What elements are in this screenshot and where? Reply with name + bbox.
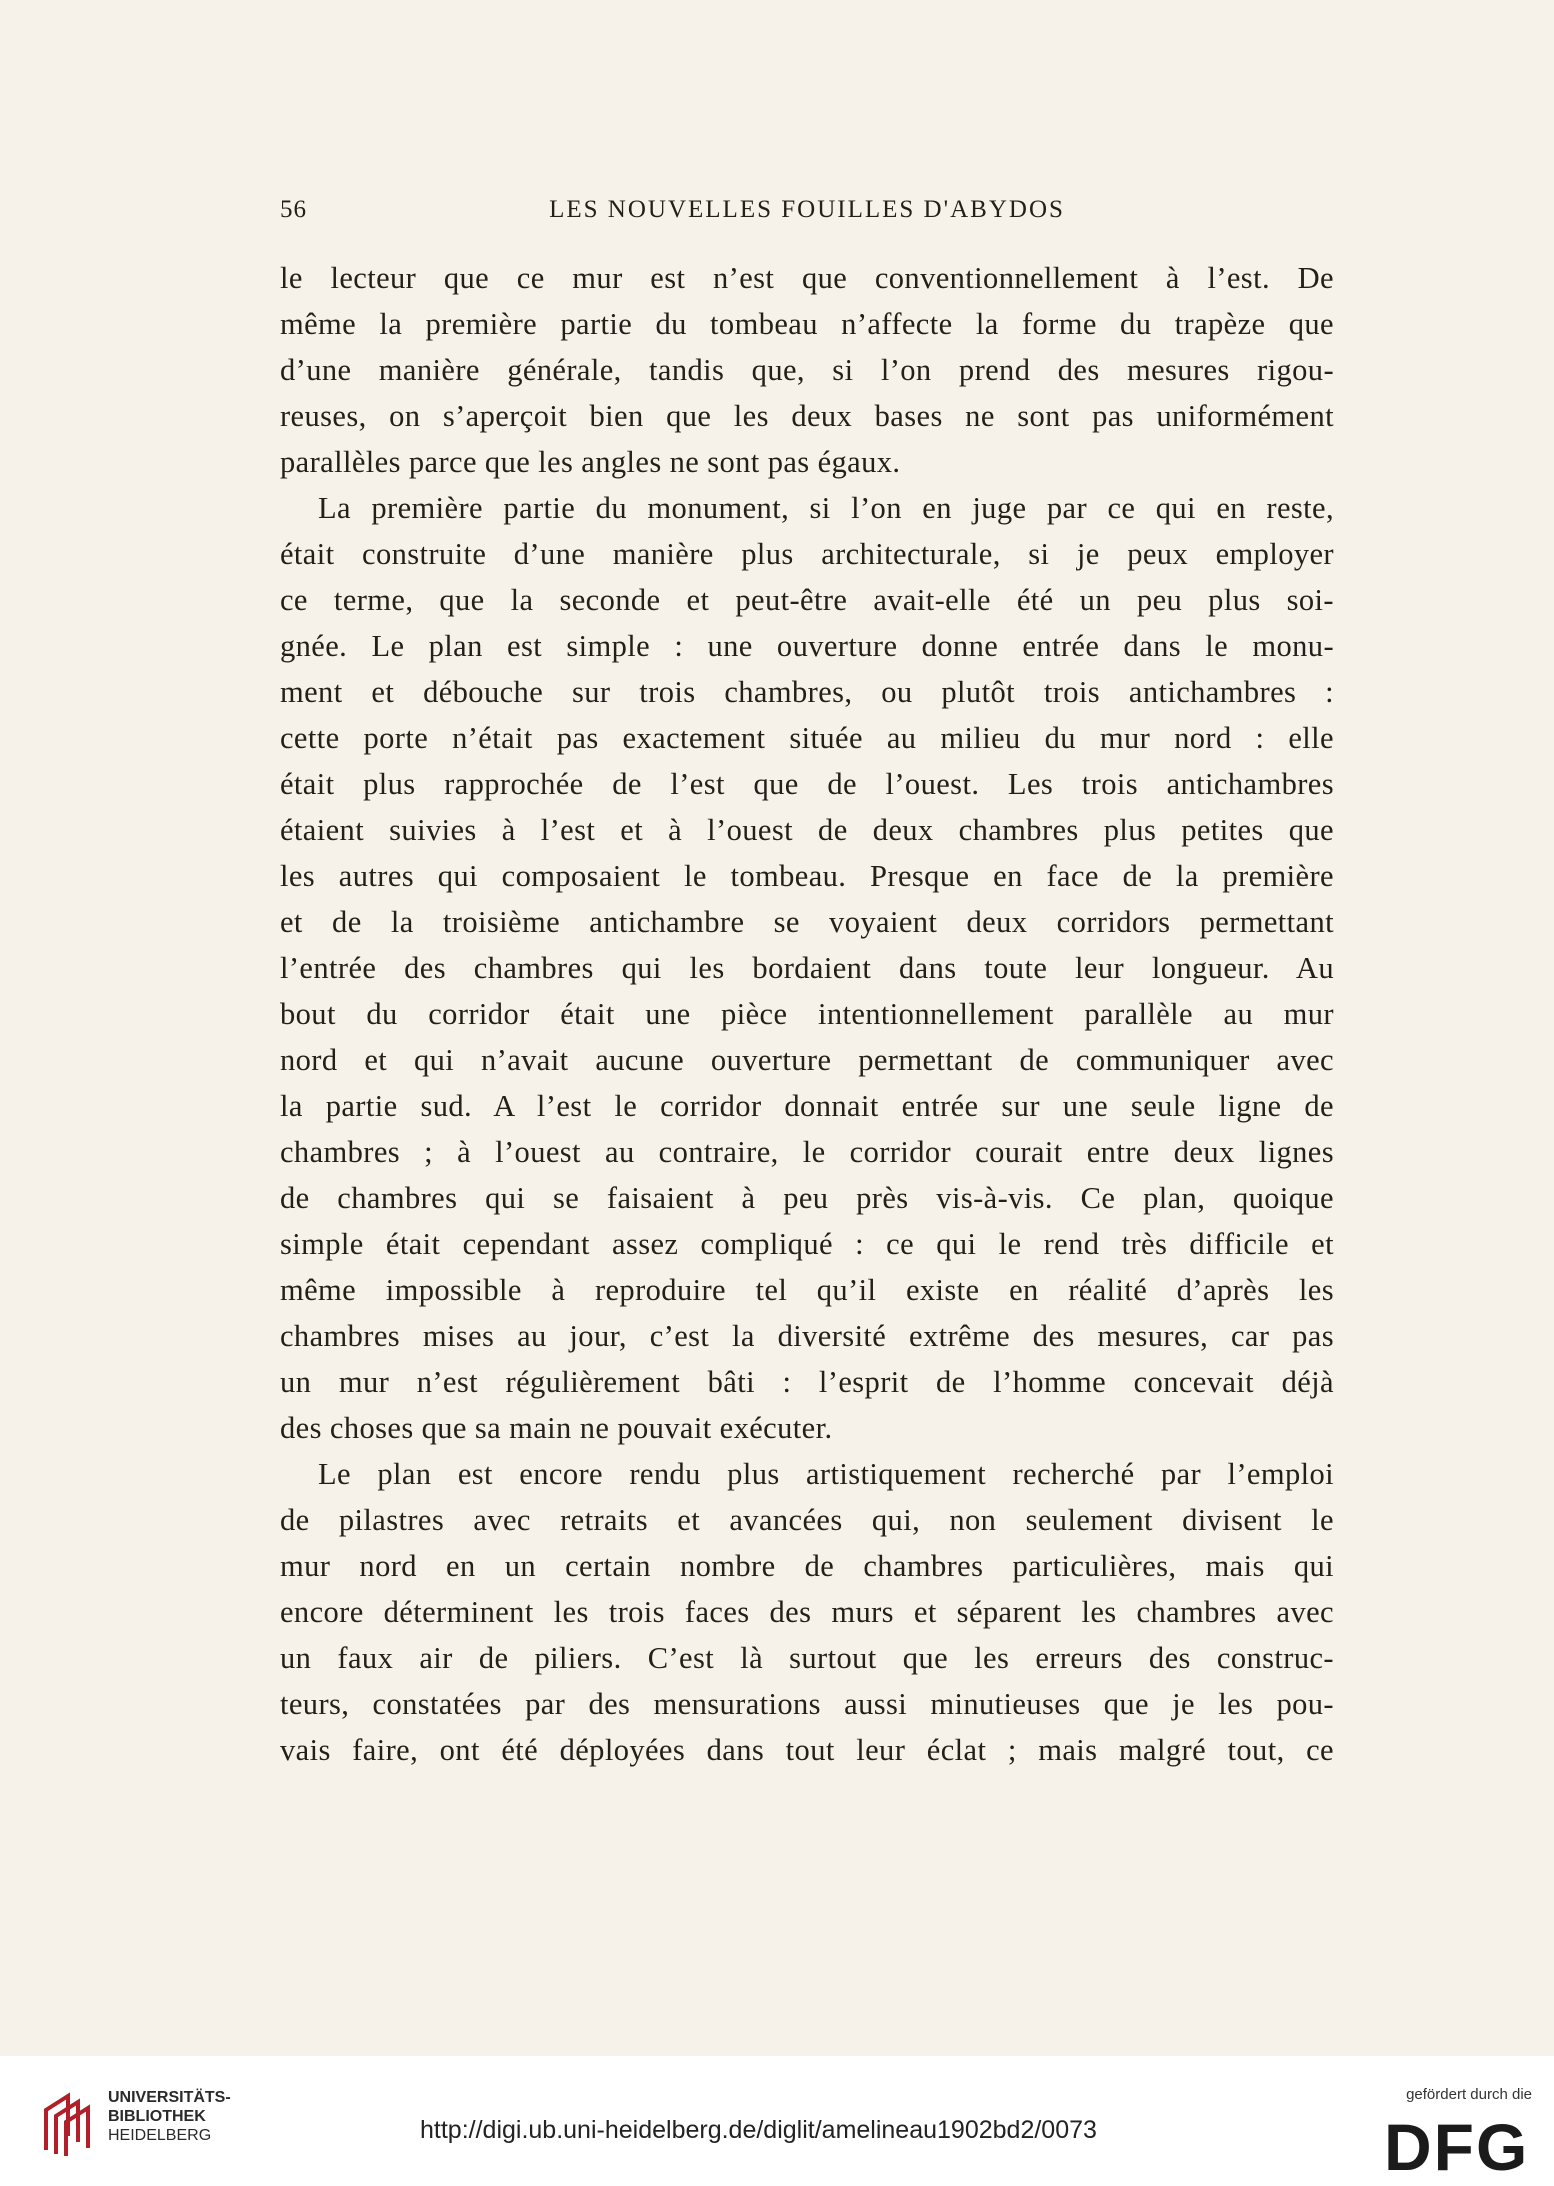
text-line: ment et débouche sur trois chambres, ou plutôt trois antichambres : <box>280 675 1334 709</box>
text-line: parallèles parce que les angles ne sont pas égaux. <box>280 445 901 479</box>
text-line: de chambres qui se faisaient à peu près vis-à-vis. Ce plan, quoique <box>280 1181 1334 1215</box>
text-line: chambres ; à l’ouest au contraire, le corridor courait entre deux lignes <box>280 1135 1334 1169</box>
text-line: un faux air de piliers. C’est là surtout que les erreurs des construc- <box>280 1641 1334 1675</box>
svg-text:DFG: DFG <box>1384 2114 1530 2176</box>
text-line: teurs, constatées par des mensurations aussi minutieuses que je les pou- <box>280 1687 1334 1721</box>
body-text <box>280 255 1334 1773</box>
funding-caption: gefördert durch die <box>1406 2086 1532 2103</box>
text-line: La première partie du monument, si l’on en juge par ce qui en reste, <box>318 491 1334 525</box>
text-line: encore déterminent les trois faces des murs et séparent les chambres avec <box>280 1595 1334 1629</box>
text-line: la partie sud. A l’est le corridor donnait entrée sur une seule ligne de <box>280 1089 1334 1123</box>
text-line: un mur n’est régulièrement bâti : l’esprit de l’homme concevait déjà <box>280 1365 1334 1399</box>
text-line: cette porte n’était pas exactement située au milieu du mur nord : elle <box>280 721 1334 755</box>
text-line: reuses, on s’aperçoit bien que les deux bases ne sont pas uniformément <box>280 399 1334 433</box>
page-number: 56 <box>280 196 307 223</box>
text-line: les autres qui composaient le tombeau. Presque en face de la première <box>280 859 1334 893</box>
text-line: le lecteur que ce mur est n’est que conventionnellement à l’est. De <box>280 261 1334 295</box>
text-line: bout du corridor était une pièce intentionnellement parallèle au mur <box>280 997 1334 1031</box>
text-line: chambres mises au jour, c’est la diversité extrême des mesures, car pas <box>280 1319 1334 1353</box>
text-line: nord et qui n’avait aucune ouverture permettant de communiquer avec <box>280 1043 1334 1077</box>
text-line: même impossible à reproduire tel qu’il existe en réalité d’après les <box>280 1273 1334 1307</box>
text-line: même la première partie du tombeau n’affecte la forme du trapèze que <box>280 307 1334 341</box>
text-line: et de la troisième antichambre se voyaient deux corridors permettant <box>280 905 1334 939</box>
text-line: l’entrée des chambres qui les bordaient dans toute leur longueur. Au <box>280 951 1334 985</box>
text-line: simple était cependant assez compliqué : ce qui le rend très difficile et <box>280 1227 1334 1261</box>
text-line: étaient suivies à l’est et à l’ouest de deux chambres plus petites que <box>280 813 1334 847</box>
text-line: était construite d’une manière plus architecturale, si je peux employer <box>280 537 1334 571</box>
text-line: mur nord en un certain nombre de chambres particulières, mais qui <box>280 1549 1334 1583</box>
text-line: Le plan est encore rendu plus artistiquement recherché par l’emploi <box>318 1457 1334 1491</box>
permalink-url[interactable]: http://digi.ub.uni-heidelberg.de/diglit/amelineau1902bd2/0073 <box>420 2116 1097 2144</box>
footer-bar <box>0 2056 1554 2186</box>
university-library-logo-icon <box>38 2088 98 2158</box>
running-head <box>280 196 1334 236</box>
text-line: vais faire, ont été déployées dans tout leur éclat ; mais malgré tout, ce <box>280 1733 1334 1767</box>
text-line: ce terme, que la seconde et peut-être avait-elle été un peu plus soi- <box>280 583 1334 617</box>
library-name: UNIVERSITÄTS- BIBLIOTHEK HEIDELBERG <box>108 2089 231 2144</box>
text-line: gnée. Le plan est simple : une ouverture donne entrée dans le monu- <box>280 629 1334 663</box>
text-line: était plus rapprochée de l’est que de l’ouest. Les trois antichambres <box>280 767 1334 801</box>
text-line: des choses que sa main ne pouvait exécuter. <box>280 1411 833 1445</box>
text-line: d’une manière générale, tandis que, si l’on prend des mesures rigou- <box>280 353 1334 387</box>
dfg-logo-icon <box>1384 2114 1532 2176</box>
text-line: de pilastres avec retraits et avancées qui, non seulement divisent le <box>280 1503 1334 1537</box>
running-title: LES NOUVELLES FOUILLES D'ABYDOS <box>549 196 1065 223</box>
